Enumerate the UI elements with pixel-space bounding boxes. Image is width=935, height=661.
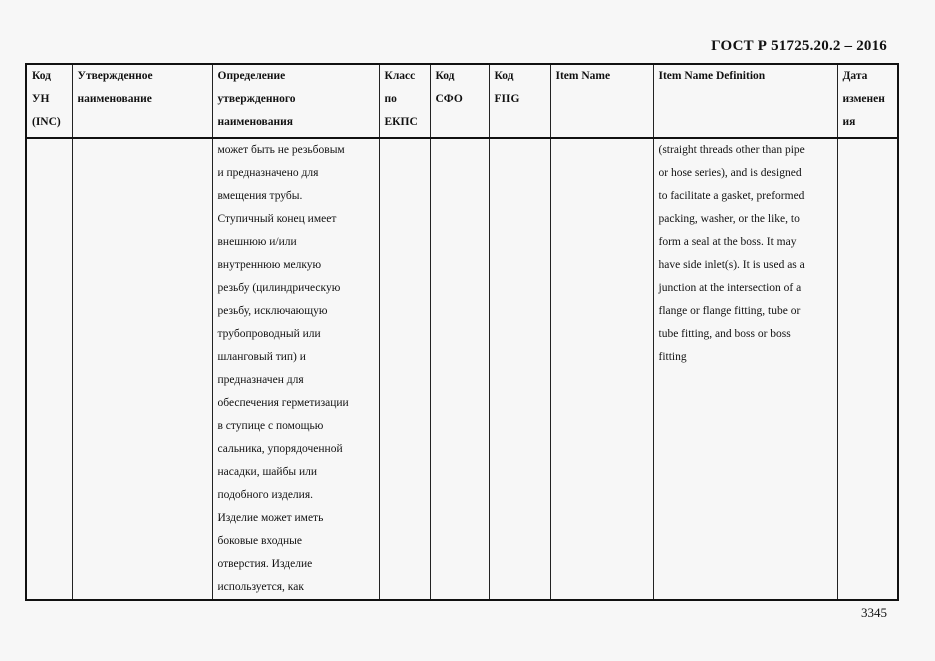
header-line: Дата [842, 70, 868, 82]
header-line: наименования [217, 116, 293, 128]
header-line: изменен [842, 93, 885, 105]
header-sfo-code [430, 64, 489, 138]
definition-line: внутреннюю мелкую [217, 259, 322, 271]
header-line: УН [32, 93, 50, 105]
definition-line: to facilitate a gasket, preformed [658, 190, 805, 202]
cell-sfo-code [430, 138, 489, 600]
header-approved-name [72, 64, 212, 138]
definition-line: (straight threads other than pipe [658, 144, 805, 156]
cell-definition-en [653, 138, 837, 600]
cell-ekps-class [379, 138, 430, 600]
header-line: Определение [217, 70, 286, 82]
header-line: Код [494, 70, 514, 82]
cell-fiig-code [489, 138, 550, 600]
table-row [26, 138, 898, 600]
document-title: ГОСТ Р 51725.20.2 – 2016 [711, 38, 887, 54]
header-line: СФО [435, 93, 463, 105]
cell-approved-name [72, 138, 212, 600]
definition-line: form a seal at the boss. It may [658, 236, 797, 248]
definition-line: может быть не резьбовым [217, 144, 345, 156]
cell-item-name [550, 138, 653, 600]
definition-line: боковые входные [217, 535, 302, 547]
header-ekps-class [379, 64, 430, 138]
header-line: Код [32, 70, 52, 82]
header-line: Item Name Definition [658, 70, 766, 82]
definition-line: предназначен для [217, 374, 304, 386]
definition-line: have side inlet(s). It is used as a [658, 259, 805, 271]
definition-line: fitting [658, 351, 687, 363]
header-line: утвержденного [217, 93, 296, 105]
definition-line: используется, как [217, 581, 304, 593]
cell-definition-ru [212, 138, 379, 600]
header-line: Item Name [555, 70, 611, 82]
header-line: ЕКПС [384, 116, 418, 128]
header-line: Утвержденное [77, 70, 153, 82]
definition-line: tube fitting, and boss or boss [658, 328, 791, 340]
header-item-name-definition [653, 64, 837, 138]
definition-line: packing, washer, or the like, to [658, 213, 800, 225]
definition-line: трубопроводный или [217, 328, 321, 340]
definition-line: резьбу, исключающую [217, 305, 328, 317]
definition-line: внешнюю и/или [217, 236, 297, 248]
definition-line: обеспечения герметизации [217, 397, 349, 409]
cell-change-date [837, 138, 898, 600]
definition-line: or hose series), and is designed [658, 167, 802, 179]
page-number: 3345 [861, 605, 887, 620]
definition-line: Изделие может иметь [217, 512, 324, 524]
table-header-row [26, 64, 898, 138]
catalog-table [25, 63, 899, 601]
header-change-date [837, 64, 898, 138]
definition-line: junction at the intersection of a [658, 282, 802, 294]
header-line: наименование [77, 93, 152, 105]
definition-line: Ступичный конец имеет [217, 213, 337, 225]
header-line: FIIG [494, 93, 520, 105]
header-line: (INC) [32, 116, 61, 128]
header-line: по [384, 93, 397, 105]
definition-line: и предназначено для [217, 167, 319, 179]
definition-line: подобного изделия. [217, 489, 313, 501]
header-line: Код [435, 70, 455, 82]
definition-line: резьбу (цилиндрическую [217, 282, 341, 294]
header-inc-code [26, 64, 72, 138]
cell-inc-code [26, 138, 72, 600]
definition-line: flange or flange fitting, tube or [658, 305, 801, 317]
header-line: ия [842, 116, 856, 128]
definition-line: насадки, шайбы или [217, 466, 318, 478]
definition-line: сальника, упорядоченной [217, 443, 343, 455]
definition-line: отверстия. Изделие [217, 558, 313, 570]
header-fiig-code [489, 64, 550, 138]
definition-line: шланговый тип) и [217, 351, 306, 363]
header-line: Класс [384, 70, 416, 82]
header-item-name [550, 64, 653, 138]
header-definition [212, 64, 379, 138]
definition-line: вмещения трубы. [217, 190, 303, 202]
definition-line: в ступице с помощью [217, 420, 324, 432]
